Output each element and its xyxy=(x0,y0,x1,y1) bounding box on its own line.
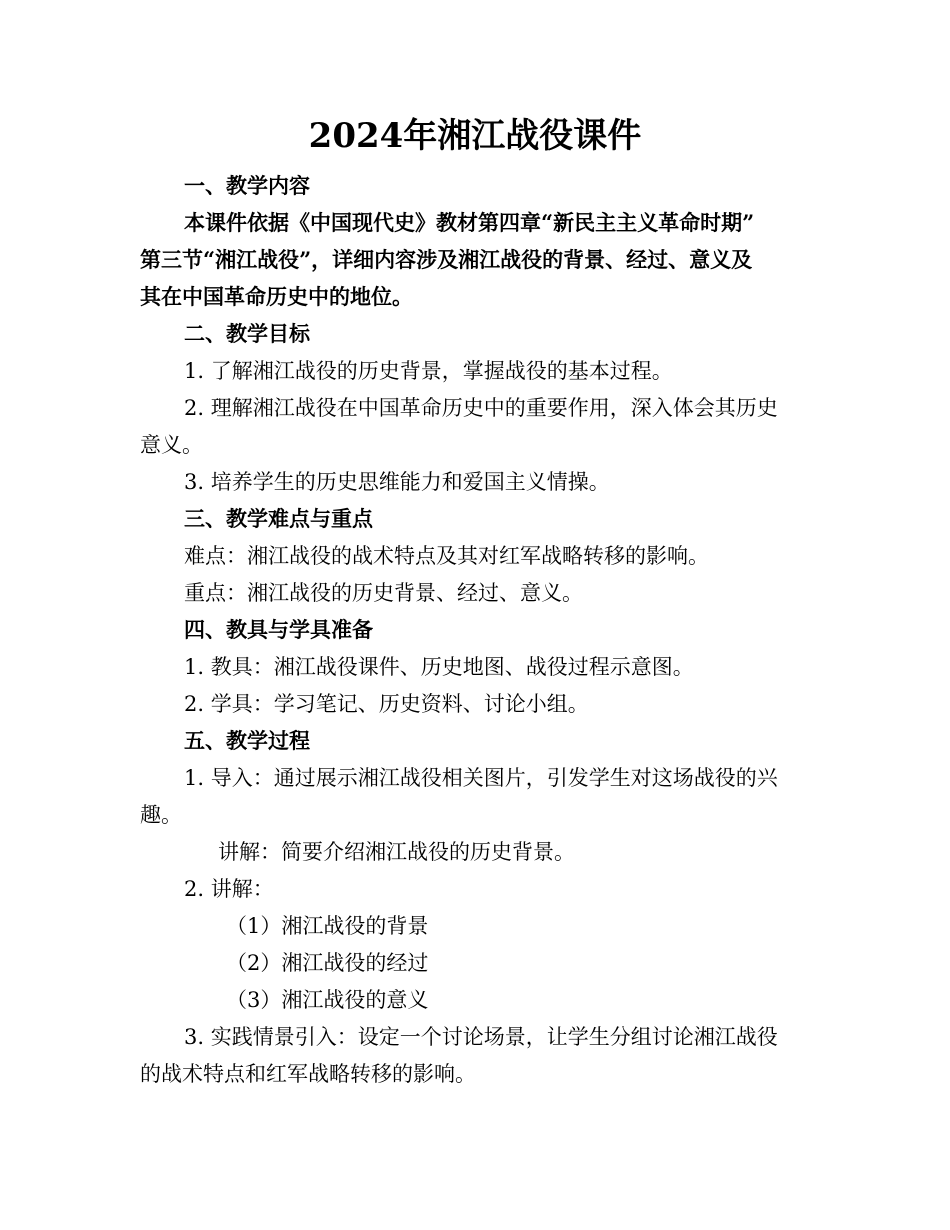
paragraph-line: 其在中国革命历史中的地位。 xyxy=(140,284,413,309)
section-heading-tools: 四、教具与学具准备 xyxy=(184,617,373,642)
paragraph-line: 第三节“湘江战役”，详细内容涉及湘江战役的背景、经过、意义及 xyxy=(140,247,753,272)
sub-list-item: （2）湘江战役的经过 xyxy=(226,951,429,975)
list-item: 2. 学具：学习笔记、历史资料、讨论小组。 xyxy=(184,692,589,716)
list-item-continuation: 意义。 xyxy=(140,433,203,457)
paragraph-line: 重点：湘江战役的历史背景、经过、意义。 xyxy=(184,581,583,605)
document-title: 2024年湘江战役课件 xyxy=(308,116,642,156)
list-item: 3. 实践情景引入：设定一个讨论场景，让学生分组讨论湘江战役 xyxy=(184,1025,778,1049)
list-item: 3. 培养学生的历史思维能力和爱国主义情操。 xyxy=(184,470,610,494)
section-heading-focus: 三、教学难点与重点 xyxy=(184,506,373,531)
section-heading-content: 一、教学内容 xyxy=(184,173,310,198)
section-heading-goals: 二、教学目标 xyxy=(184,321,310,346)
list-item: 1. 导入：通过展示湘江战役相关图片，引发学生对这场战役的兴 xyxy=(184,766,778,790)
list-item-continuation: 趣。 xyxy=(140,803,182,827)
list-item: 2. 理解湘江战役在中国革命历史中的重要作用，深入体会其历史 xyxy=(184,396,778,420)
list-item-continuation: 的战术特点和红军战略转移的影响。 xyxy=(140,1062,476,1086)
sub-list-item: （3）湘江战役的意义 xyxy=(226,988,429,1012)
list-item: 1. 了解湘江战役的历史背景，掌握战役的基本过程。 xyxy=(184,359,673,383)
list-item: 1. 教具：湘江战役课件、历史地图、战役过程示意图。 xyxy=(184,655,694,679)
list-item-detail: 讲解：简要介绍湘江战役的历史背景。 xyxy=(218,840,575,864)
list-item: 2. 讲解： xyxy=(184,877,274,901)
paragraph-line: 本课件依据《中国现代史》教材第四章“新民主主义革命时期” xyxy=(184,210,755,235)
section-heading-process: 五、教学过程 xyxy=(184,728,310,753)
paragraph-line: 难点：湘江战役的战术特点及其对红军战略转移的影响。 xyxy=(184,544,709,568)
sub-list-item: （1）湘江战役的背景 xyxy=(226,914,429,938)
